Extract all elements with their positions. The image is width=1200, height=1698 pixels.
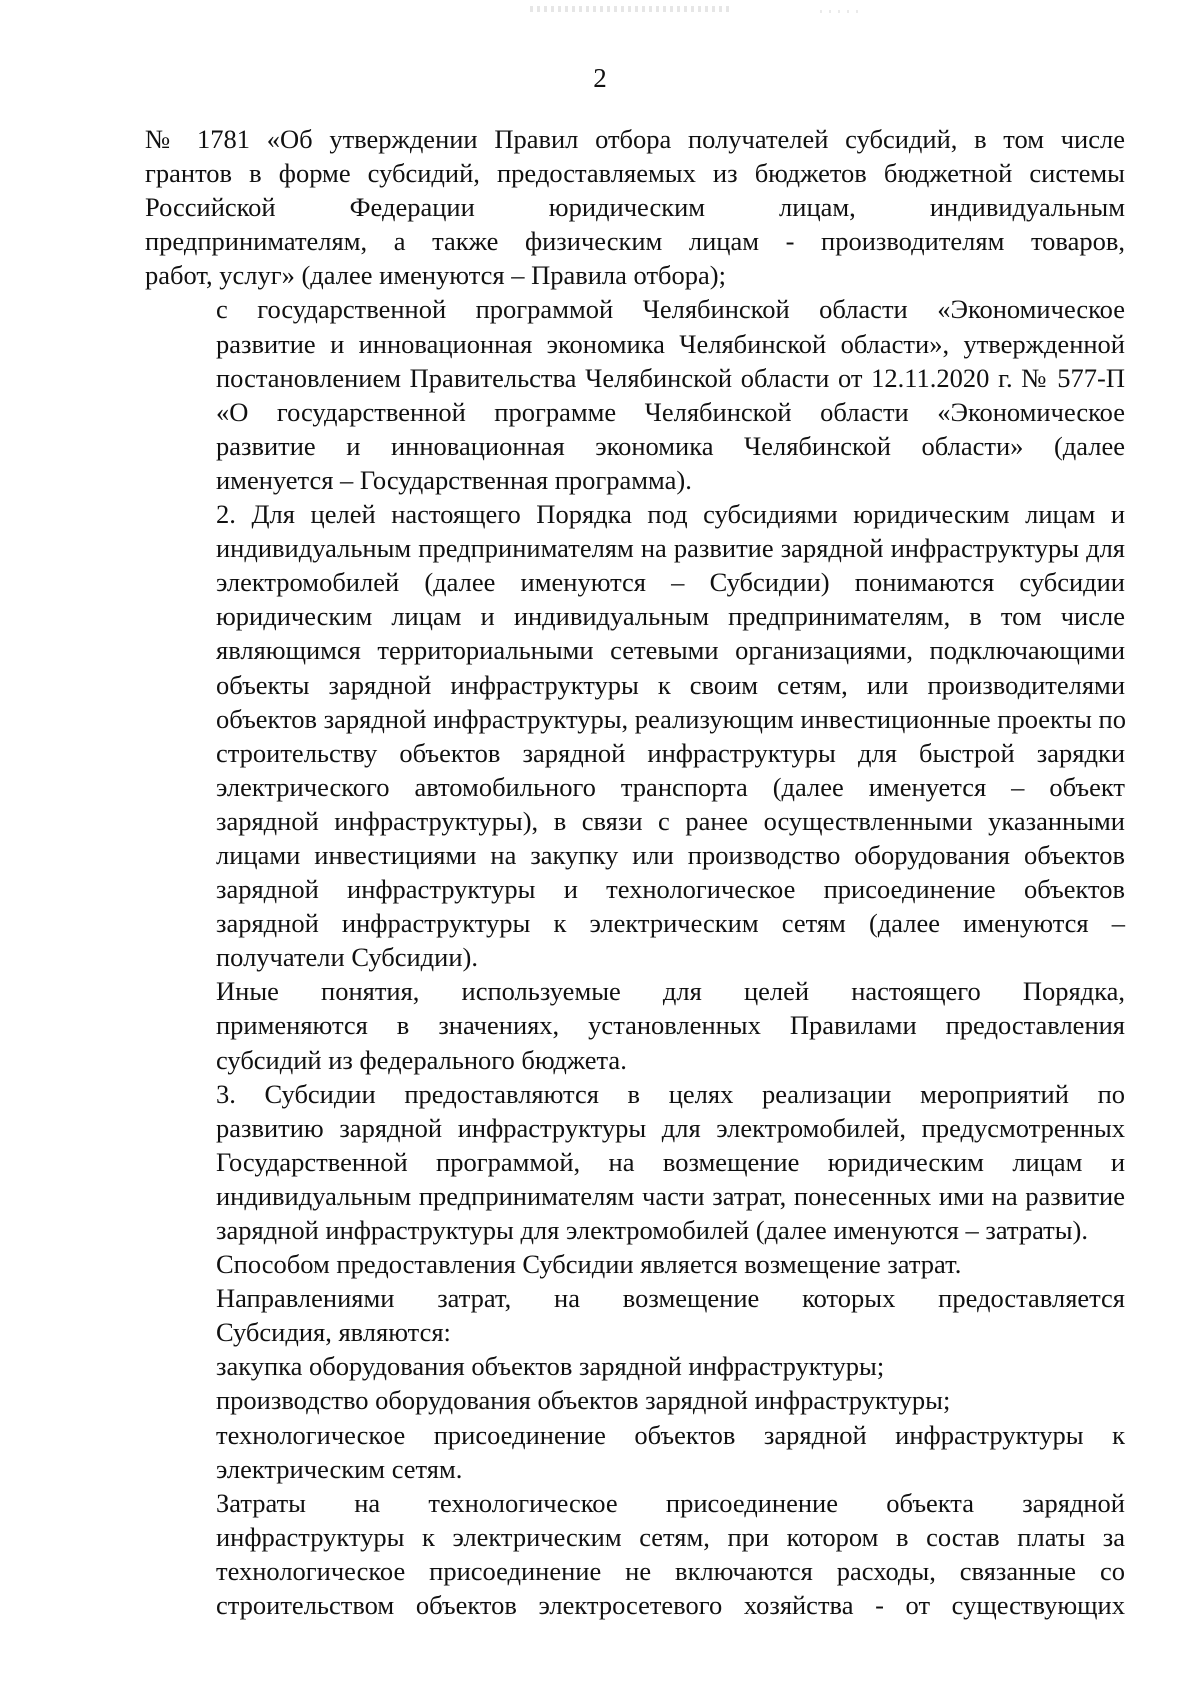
text-line: производство оборудования объектов зарядной инфраструктуры; (216, 1385, 951, 1416)
paragraph (145, 1418, 1125, 1486)
text-line: Способом предоставления Субсидии является возмещение затрат. (216, 1249, 962, 1280)
text-line: «О государственной программе Челябинской области «Экономическое (216, 396, 1125, 427)
text-line: с государственной программой Челябинской области «Экономическое (216, 294, 1125, 325)
paragraph (145, 1077, 1125, 1247)
paragraph (145, 1383, 1125, 1417)
text-line: электрическим сетям. (216, 1453, 463, 1484)
text-line: применяются в значениях, установленных Правилами предоставления (216, 1010, 1125, 1041)
text-line: зарядной инфраструктуры к электрическим сетям (далее именуются – (216, 908, 1125, 939)
page-number: 2 (593, 63, 607, 93)
text-line: Субсидия, являются: (216, 1317, 451, 1348)
paragraph (145, 122, 1125, 292)
text-line: индивидуальным предпринимателям на развитие зарядной инфраструктуры для (216, 533, 1125, 564)
text-line: Государственной программой, на возмещение юридическим лицам и (216, 1146, 1125, 1177)
text-line: Иные понятия, используемые для целей настоящего Порядка, (216, 976, 1125, 1007)
paragraph (145, 974, 1125, 1076)
paragraph (145, 292, 1125, 497)
text-line: технологическое присоединение объектов зарядной инфраструктуры к (216, 1419, 1125, 1450)
text-line: зарядной инфраструктуры и технологическое присоединение объектов (216, 874, 1125, 905)
text-line: именуется – Государственная программа). (216, 464, 692, 495)
text-line: объекты зарядной инфраструктуры к своим сетям, или производителями (216, 669, 1125, 700)
text-line: развитию зарядной инфраструктуры для электромобилей, предусмотренных (216, 1112, 1125, 1143)
text-line: технологическое присоединение не включаются расходы, связанные со (216, 1555, 1125, 1586)
text-line: постановлением Правительства Челябинской области от 12.11.2020 г. № 577-П (216, 362, 1125, 393)
text-line: являющимся территориальными сетевыми организациями, подключающими (216, 635, 1125, 666)
text-line: предпринимателям, а также физическим лицам - производителям товаров, (145, 226, 1125, 257)
paragraph (145, 1247, 1125, 1281)
text-line: юридическим лицам и индивидуальным предпринимателям, в том числе (216, 601, 1125, 632)
text-line: объектов зарядной инфраструктуры, реализующим инвестиционные проекты по (216, 703, 1126, 734)
text-line: электромобилей (далее именуются – Субсидии) понимаются субсидии (216, 567, 1125, 598)
text-line: лицами инвестициями на закупку или производство оборудования объектов (216, 839, 1125, 870)
text-line: 2. Для целей настоящего Порядка под субсидиями юридическим лицам и (216, 499, 1125, 530)
text-line: зарядной инфраструктуры для электромобилей (далее именуются – затраты). (216, 1215, 1088, 1245)
text-line: закупка оборудования объектов зарядной инфраструктуры; (216, 1351, 885, 1382)
text-line: зарядной инфраструктуры), в связи с ранее осуществленными указанными (216, 805, 1125, 836)
text-line: 3. Субсидии предоставляются в целях реализации мероприятий по (216, 1078, 1125, 1109)
text-line: грантов в форме субсидий, предоставляемых из бюджетов бюджетной системы (145, 158, 1125, 189)
text-line: развитие и инновационная экономика Челябинской области», утвержденной (216, 328, 1125, 359)
text-line: получатели Субсидии). (216, 942, 478, 973)
text-line: субсидий из федерального бюджета. (216, 1044, 627, 1075)
scan-artifact (530, 6, 730, 12)
text-line: индивидуальным предпринимателям части затрат, понесенных ими на развитие (216, 1180, 1125, 1211)
text-line: строительством объектов электросетевого хозяйства - от существующих (216, 1590, 1125, 1621)
text-line: развитие и инновационная экономика Челябинской области» (далее (216, 430, 1125, 461)
paragraph (145, 1281, 1125, 1349)
text-line: электрического автомобильного транспорта (далее именуется – объект (216, 771, 1125, 802)
text-line: Направлениями затрат, на возмещение которых предоставляется (216, 1283, 1125, 1314)
text-line: Российской Федерации юридическим лицам, индивидуальным (145, 192, 1125, 223)
text-line: строительству объектов зарядной инфраструктуры для быстрой зарядки (216, 737, 1125, 768)
paragraph (145, 497, 1125, 974)
text-line: № 1781 «Об утверждении Правил отбора получателей субсидий, в том числе (145, 124, 1125, 154)
text-line: инфраструктуры к электрическим сетям, при котором в состав платы за (216, 1521, 1125, 1552)
paragraph (145, 1349, 1125, 1383)
document-body (145, 122, 1125, 1622)
text-line: Затраты на технологическое присоединение объекта зарядной (216, 1487, 1125, 1518)
text-line: работ, услуг» (далее именуются – Правила отбора); (145, 260, 726, 291)
paragraph (145, 1486, 1125, 1622)
scan-artifact (820, 10, 860, 13)
